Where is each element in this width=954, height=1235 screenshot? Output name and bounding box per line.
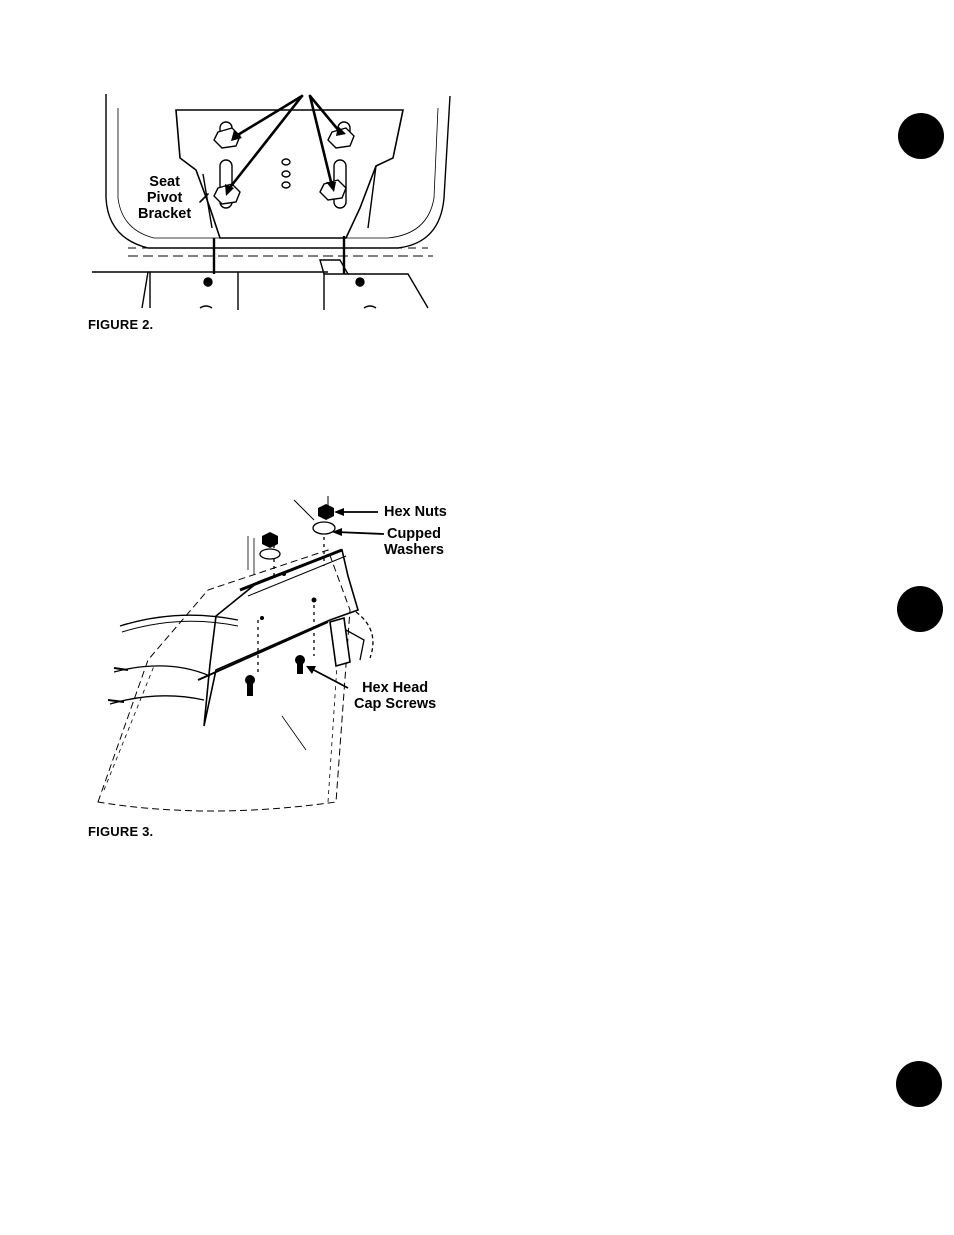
punch-hole-bottom [896,1061,942,1107]
punch-hole-middle [897,586,943,632]
figure-3-caption: FIGURE 3. [88,824,154,839]
hex-head-cap-screws-label [354,680,436,712]
seat-pivot-bracket-label-line1: Seat [149,174,180,190]
hex-head-cap-screws-label-line1: Hex Head [362,680,429,696]
punch-hole-top [898,113,944,159]
figure-3 [88,490,468,830]
cupped-washers-label-line1: Cupped [386,526,441,542]
figure-2-caption: FIGURE 2. [88,317,154,332]
seat-pivot-bracket-label-line3: Bracket [138,206,192,222]
cupped-washers-label [384,526,444,558]
figure-2 [88,88,468,313]
seat-pivot-bracket-label [138,174,191,222]
hex-head-cap-screws-label-line2: Cap Screws [354,696,437,712]
seat-pivot-bracket-label-line2: Pivot [146,190,183,206]
cupped-washers-label-line2: Washers [384,542,444,558]
hex-nuts-label: Hex Nuts [384,504,447,520]
